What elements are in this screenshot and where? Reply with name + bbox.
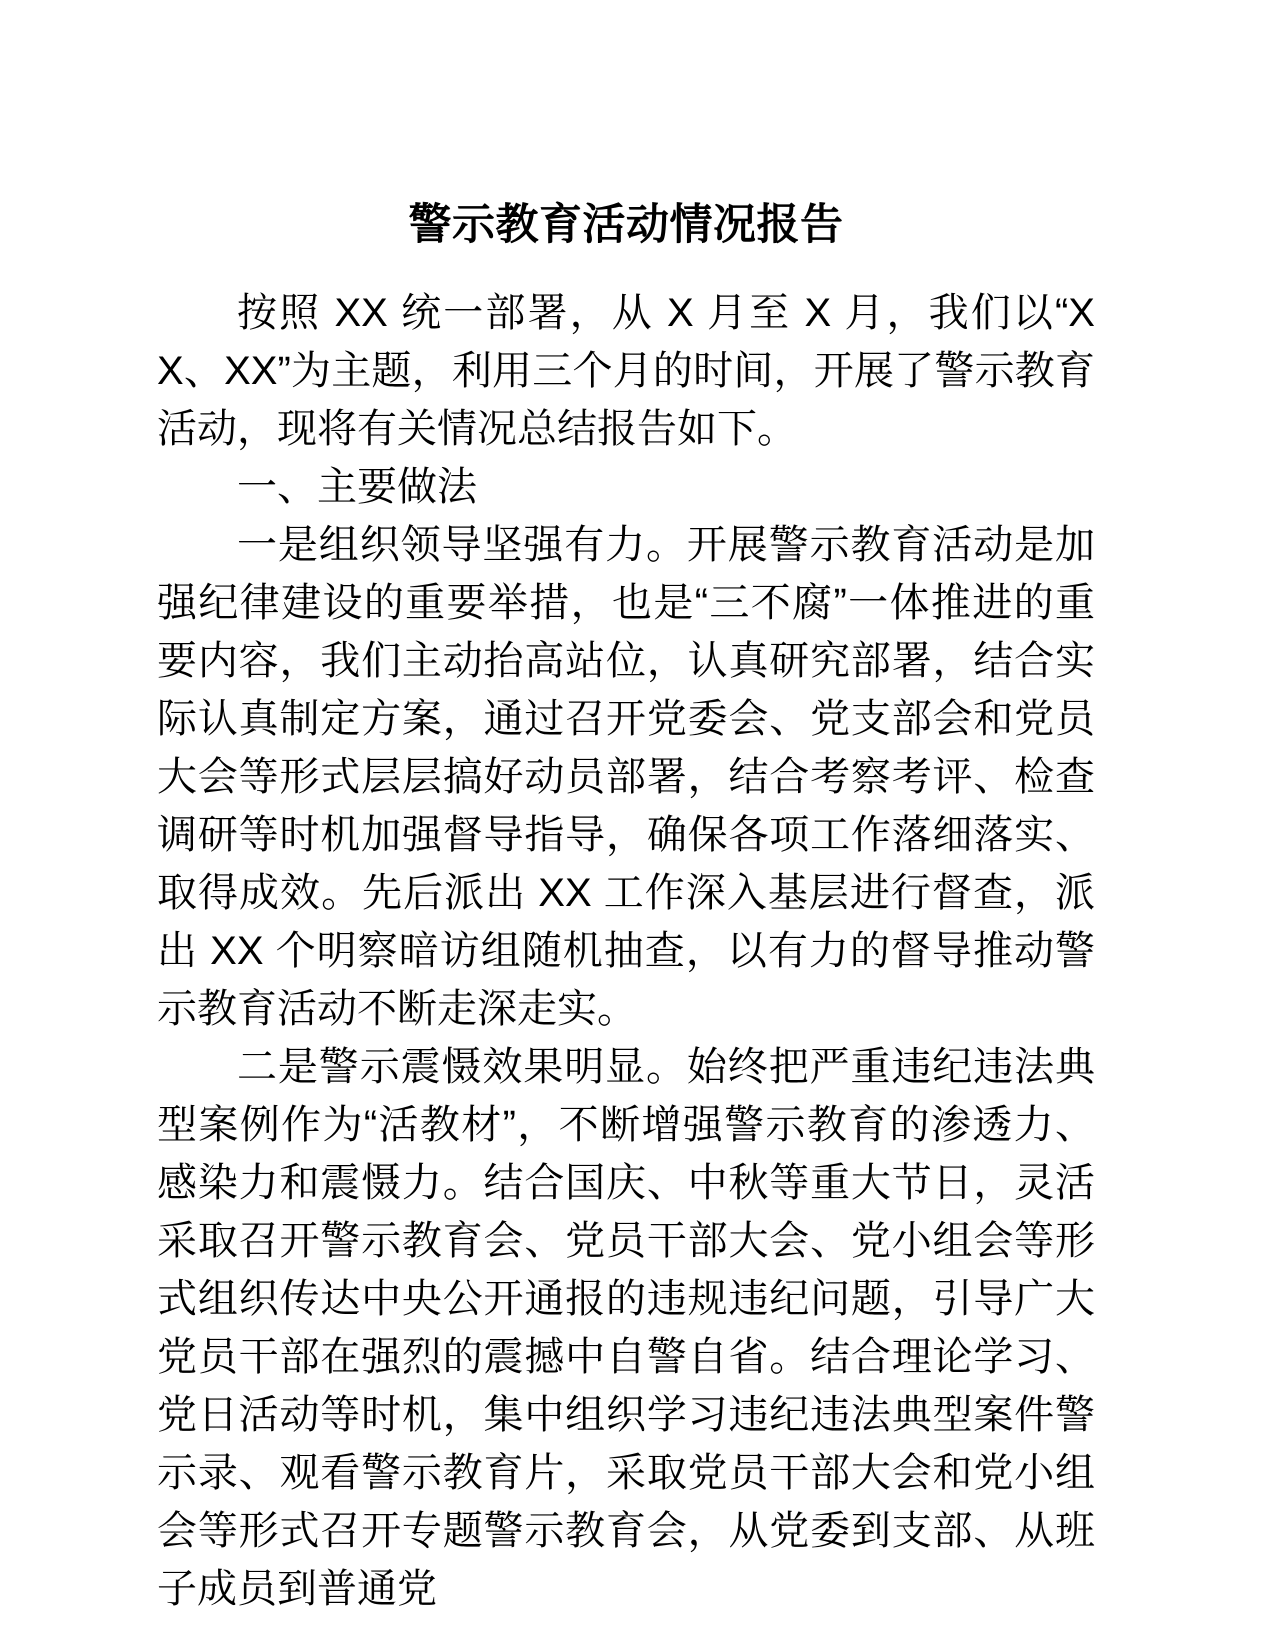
page-title: 警示教育活动情况报告 — [408, 201, 844, 249]
point-2-paragraph: 二是警示震慑效果明显。始终把严重违纪违法典型案例作为“活教材”，不断增强警示教育的渗透力、感染力和震慑力。结合国庆、中秋等重大节日，灵活采取召开警示教育会、党员干部大会、党小组会等形式组织传达中央公开通报的违规违纪问题，引导广大党员干部在强烈的震撼中自警自省。结合理论学习、党日活动等时机，集中组织学习违纪违法典型案件警示录、观看警示教育片，采取党员干部大会和党小组会等形式召开专题警示教育会，从党委到支部、从班子成员到普通党 — [157, 1045, 1095, 1611]
point-1-paragraph: 一是组织领导坚强有力。开展警示教育活动是加强纪律建设的重要举措，也是“三不腐”一体推进的重要内容，我们主动抬高站位，认真研究部署，结合实际认真制定方案，通过召开党委会、党支部会和党员大会等形式层层搞好动员部署，结合考察考评、检查调研等时机加强督导指导，确保各项工作落细落实、取得成效。先后派出 XX 工作深入基层进行督查，派出 XX 个明察暗访组随机抽查，以有力的督导推动警示教育活动不断走深走实。 — [157, 523, 1095, 1031]
intro-paragraph: 按照 XX 统一部署，从 X 月至 X 月，我们以“XX、XX”为主题，利用三个月的时间，开展了警示教育活动，现将有关情况总结报告如下。 — [157, 291, 1095, 451]
document-body — [157, 284, 1095, 1618]
section-heading-1: 一、主要做法 — [237, 465, 477, 509]
page-content — [157, 0, 1095, 1618]
